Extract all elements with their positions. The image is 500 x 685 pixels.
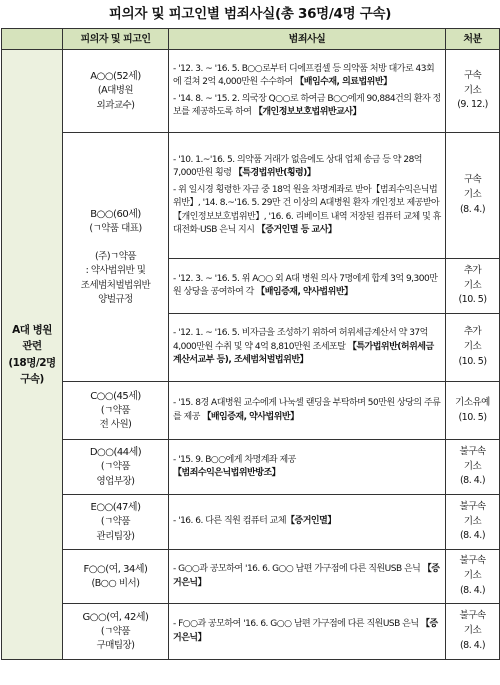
fact-item: - '14. 8. ~ '15. 2. 의국장 Q○○로 하여금 B○○에게 90,884건의 환자 정보를 제공하도록 하여 【개인정보보호법위반교사】: [173, 93, 441, 117]
facts-cell: [169, 50, 446, 133]
suspect-role: 외과교수): [96, 99, 135, 111]
fact-item: - G○○과 공모하여 '16. 6. G○○ 남편 가구점에 다른 직원USB 은닉 【증거은닉】: [173, 564, 440, 588]
disposition-cell: 추가 기소 (10. 5): [446, 314, 500, 382]
suspect-name: F○○(여, 34세): [83, 563, 148, 575]
suspect-name: C○○(45세): [90, 390, 141, 402]
suspect-name: E○○(47세): [90, 502, 141, 514]
fact-item: - '15. 9. B○○에게 차명계좌 제공 【범죄수익은닉법위반방조】: [173, 454, 296, 478]
suspect-cell: [63, 133, 169, 382]
company-charge: 양벌규정: [98, 293, 133, 305]
suspect-cell: [63, 495, 169, 550]
fact-item: - '15. 8경 A대병원 교수에게 나눅셀 랜딩을 부탁하며 50만원 상당의 주류를 제공 【배임증재, 약사법위반】: [173, 398, 441, 422]
page-title: 피의자 및 피고인별 범죄사실(총 36명/4명 구속): [108, 6, 392, 22]
table-row: [2, 133, 500, 259]
company-charge: 조세범처벌법위반: [80, 279, 151, 291]
suspect-role: (ㄱ약품: [100, 461, 131, 473]
facts-cell: [169, 259, 446, 314]
header-blank: [2, 29, 63, 50]
company-name: (주)ㄱ약품: [94, 251, 137, 263]
fact-item: - '12. 1. ~ '16. 5. 비자금을 조성하기 위하여 허위세금계산서 약 37억 4,000만원 수취 및 약 4억 8,810만원 조세포탈 【특가법위반(허위세금계산서교부 등), 조세범처벌법위반】: [173, 328, 434, 366]
table-header-row: [2, 29, 500, 50]
suspect-role: (ㄱ약품 대표): [89, 222, 142, 234]
disposition-cell: 구속 기소 (9. 12.): [446, 50, 500, 133]
disposition-cell: 불구속 기소 (8. 4.): [446, 440, 500, 495]
disposition-cell: 불구속 기소 (8. 4.): [446, 604, 500, 660]
disposition-cell: 기소유예 (10. 5): [446, 382, 500, 440]
fact-item: - F○○과 공모하여 '16. 6. G○○ 남편 가구점에 다른 직원USB 은닉 【증거은닉】: [173, 619, 438, 643]
suspect-role: 구매팀장): [96, 640, 135, 651]
suspect-name: B○○(60세): [90, 208, 141, 220]
fact-item: - 위 일시경 횡령한 자금 중 18억 원을 차명계좌로 받아【범죄수익은닉법위반】, '14. 8.~'16. 5. 29만 건 이상의 A대병원 환자 개인정보 제공받아【개인정보보호법위반】, '16. 6. 리베이트 내역 저장된 컴퓨터 교체 및 휴대전화·USB 은닉 지시 【증거인멸 등 교사】: [173, 184, 441, 235]
disposition-cell: 구속 기소 (8. 4.): [446, 133, 500, 259]
facts-cell: [169, 495, 446, 550]
facts-cell: [169, 550, 446, 604]
crime-facts-table: [1, 28, 500, 660]
table-row: [2, 382, 500, 440]
suspect-role: (ㄱ약품: [100, 516, 131, 528]
header-facts: 범죄사실: [169, 29, 446, 50]
table-row: [2, 604, 500, 660]
suspect-role: (B○○ 비서): [91, 577, 140, 589]
table-row: [2, 495, 500, 550]
suspect-role: 영업부장): [96, 475, 135, 487]
disposition-cell: 불구속 기소 (8. 4.): [446, 495, 500, 550]
suspect-role: 관리팀장): [96, 530, 135, 542]
facts-cell: [169, 314, 446, 382]
suspect-role: 전 사원): [99, 419, 132, 430]
facts-cell: [169, 440, 446, 495]
suspect-name: A○○(52세): [90, 71, 141, 83]
suspect-role: (ㄱ약품: [100, 404, 131, 416]
table-row: [2, 50, 500, 133]
fact-item: - '16. 6. 다른 직원 컴퓨터 교체【증거인멸】: [173, 516, 336, 527]
fact-item: - '12. 3. ~ '16. 5. B○○로부터 디에프컴셀 등 의약품 처방 대가로 43회에 걸쳐 2억 4,000만원 수수하여 【배임수재, 의료법위반】: [173, 63, 435, 87]
suspect-name: D○○(44세): [89, 447, 142, 459]
facts-cell: [169, 604, 446, 660]
company-charge: : 약사법위반 및: [85, 265, 146, 277]
facts-cell: [169, 133, 446, 259]
suspect-cell: [63, 550, 169, 604]
suspect-cell: [63, 50, 169, 133]
disposition-cell: 불구속 기소 (8. 4.): [446, 550, 500, 604]
header-disposition: 처분: [446, 29, 500, 50]
fact-item: - '12. 3. ~ '16. 5. 위 A○○ 외 A대 병원 의사 7명에게 합계 3억 9,300만원 상당을 공여하여 각 【배임증재, 약사법위반】: [173, 273, 438, 297]
fact-item: - '10. 1.~'16. 5. 의약품 거래가 없음에도 상대 업체 송금 등 약 28억 7,000만원 횡령 【특경법위반(횡령)】: [173, 154, 423, 178]
suspect-cell: [63, 440, 169, 495]
disposition-cell: 추가 기소 (10. 5): [446, 259, 500, 314]
table-row: [2, 440, 500, 495]
suspect-cell: [63, 604, 169, 660]
suspect-role: (ㄱ약품: [100, 625, 131, 637]
header-suspect: 피의자 및 피고인: [63, 29, 169, 50]
suspect-role: (A대병원: [97, 85, 134, 97]
table-row: [2, 550, 500, 604]
suspect-cell: [63, 382, 169, 440]
suspect-name: G○○(여, 42세): [82, 611, 149, 623]
facts-cell: [169, 382, 446, 440]
group-label: A대 병원 관련 (18명/2명 구속): [2, 50, 63, 660]
